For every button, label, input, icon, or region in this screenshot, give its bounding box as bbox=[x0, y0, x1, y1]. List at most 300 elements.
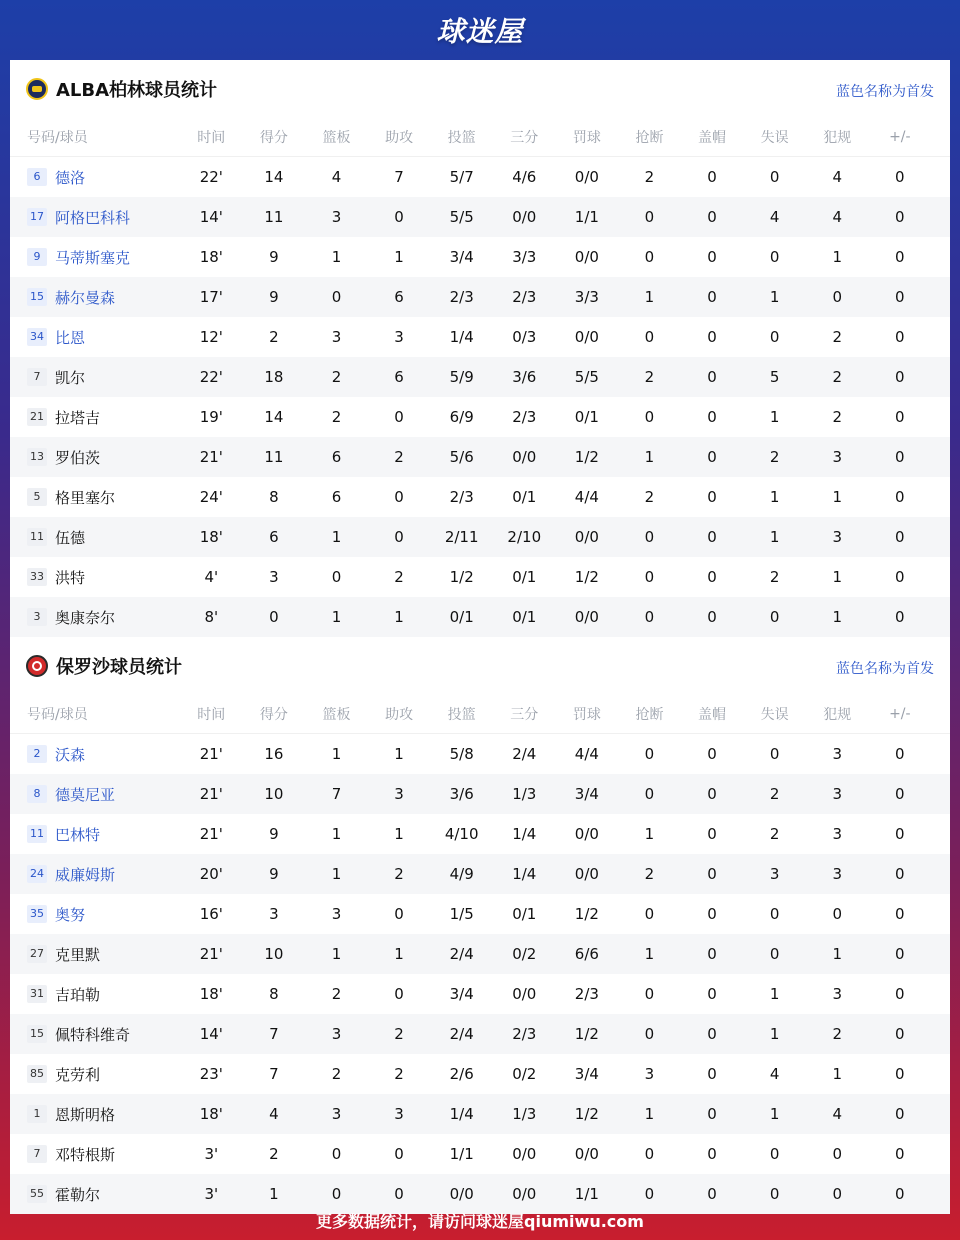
team-section-header bbox=[10, 637, 950, 695]
stat-cell: 0 bbox=[644, 1025, 655, 1043]
stat-cell: 18' bbox=[199, 528, 223, 546]
stat-cell: 11 bbox=[264, 448, 284, 466]
stat-cell: 6 bbox=[331, 488, 342, 506]
stat-cell: 0 bbox=[895, 488, 905, 506]
stat-cell: 0 bbox=[331, 288, 342, 306]
stat-cell: 1 bbox=[394, 945, 404, 963]
stat-cell: 9 bbox=[269, 248, 279, 266]
stat-cell: 0/2 bbox=[512, 1065, 537, 1083]
player-name[interactable]: 罗伯茨 bbox=[55, 448, 101, 467]
stat-cell: 2/10 bbox=[507, 528, 542, 546]
stat-cell: 0 bbox=[394, 1185, 404, 1203]
stat-cell: 3 bbox=[832, 825, 842, 843]
stat-cell: 1 bbox=[832, 608, 842, 626]
stat-cell: 3 bbox=[269, 905, 279, 923]
stat-cell: 0 bbox=[644, 985, 655, 1003]
player-row[interactable] bbox=[10, 317, 950, 357]
stat-cell: 11 bbox=[264, 208, 284, 226]
stat-cell: 1 bbox=[832, 1065, 842, 1083]
stat-cell: 0 bbox=[707, 288, 717, 306]
stat-cell: 3 bbox=[394, 1105, 404, 1123]
player-row[interactable] bbox=[10, 814, 950, 854]
stat-cell: 6/9 bbox=[449, 408, 474, 426]
stat-cell: 17' bbox=[199, 288, 223, 306]
column-header: 抢断 bbox=[635, 707, 664, 723]
stat-cell: 5/9 bbox=[449, 368, 474, 386]
player-name[interactable]: 洪特 bbox=[55, 568, 86, 587]
stat-cell: 0 bbox=[707, 1105, 717, 1123]
stat-cell: 0/1 bbox=[512, 488, 537, 506]
stat-cell: 2 bbox=[394, 865, 404, 883]
stats-card bbox=[10, 60, 950, 1204]
jersey-number: 85 bbox=[27, 1065, 47, 1083]
stat-cell: 0 bbox=[895, 745, 905, 763]
stat-cell: 1 bbox=[394, 825, 404, 843]
player-row[interactable] bbox=[10, 477, 950, 517]
stat-cell: 0 bbox=[707, 945, 717, 963]
column-header: 罚球 bbox=[572, 130, 601, 146]
player-name[interactable]: 比恩 bbox=[55, 328, 86, 347]
stat-cell: 2 bbox=[769, 825, 780, 843]
player-row[interactable] bbox=[10, 734, 950, 774]
stat-cell: 3' bbox=[204, 1145, 219, 1163]
stat-cell: 0 bbox=[707, 1145, 717, 1163]
jersey-number: 55 bbox=[27, 1185, 47, 1203]
stat-cell: 0 bbox=[644, 408, 655, 426]
stat-cell: 2/3 bbox=[449, 488, 474, 506]
stat-cell: 1/4 bbox=[449, 1105, 474, 1123]
stat-cell: 3/4 bbox=[449, 248, 474, 266]
stat-cell: 1 bbox=[331, 865, 342, 883]
stat-cell: 23' bbox=[199, 1065, 223, 1083]
stat-cell: 1 bbox=[331, 825, 342, 843]
jersey-number: 27 bbox=[27, 945, 47, 963]
stat-cell: 21' bbox=[199, 825, 223, 843]
stat-cell: 0 bbox=[895, 865, 905, 883]
stat-cell: 0 bbox=[644, 1185, 655, 1203]
stat-cell: 0 bbox=[895, 608, 905, 626]
stat-cell: 3 bbox=[331, 328, 342, 346]
stat-cell: 8' bbox=[204, 608, 219, 626]
footer-text: 更多数据统计，请访问球迷屋qiumiwu.com bbox=[316, 1211, 644, 1231]
player-name[interactable]: 霍勒尔 bbox=[55, 1185, 101, 1204]
player-cell bbox=[10, 1024, 180, 1045]
stat-cell: 8 bbox=[269, 985, 279, 1003]
stat-cell: 0 bbox=[769, 905, 780, 923]
stat-cell: 2 bbox=[331, 1065, 342, 1083]
stat-cell: 0 bbox=[895, 905, 905, 923]
stat-cell: 0 bbox=[644, 745, 655, 763]
player-name[interactable]: 邓特根斯 bbox=[55, 1145, 116, 1164]
stat-cell: 3/4 bbox=[574, 785, 599, 803]
player-name[interactable]: 阿格巴科科 bbox=[55, 208, 131, 227]
player-name[interactable]: 奥康奈尔 bbox=[55, 608, 116, 627]
stat-cell: 14 bbox=[264, 408, 284, 426]
footer-banner[interactable] bbox=[0, 1200, 960, 1240]
player-cell bbox=[10, 864, 180, 885]
stat-cell: 1 bbox=[832, 568, 842, 586]
column-header: 盖帽 bbox=[698, 130, 727, 146]
player-row[interactable] bbox=[10, 397, 950, 437]
stat-cell: 0/0 bbox=[512, 208, 537, 226]
column-header: 助攻 bbox=[385, 707, 414, 723]
stat-cell: 10 bbox=[264, 785, 284, 803]
stat-cell: 2 bbox=[331, 985, 342, 1003]
jersey-number: 34 bbox=[27, 328, 47, 346]
stat-cell: 3 bbox=[832, 448, 842, 466]
stat-cell: 4/6 bbox=[512, 168, 537, 186]
stat-cell: 6 bbox=[269, 528, 279, 546]
stat-cell: 0 bbox=[707, 745, 717, 763]
stat-cell: 8 bbox=[269, 488, 279, 506]
column-header: +/- bbox=[889, 706, 911, 722]
paulo-logo-icon bbox=[26, 655, 48, 677]
stat-cell: 16 bbox=[264, 745, 284, 763]
column-header: 三分 bbox=[510, 130, 539, 146]
column-header: 篮板 bbox=[322, 707, 351, 723]
stat-cell: 2 bbox=[832, 368, 842, 386]
stat-cell: 6 bbox=[394, 368, 404, 386]
stat-cell: 1 bbox=[644, 1105, 655, 1123]
stat-cell: 1 bbox=[644, 448, 655, 466]
jersey-number: 35 bbox=[27, 905, 47, 923]
player-row[interactable] bbox=[10, 854, 950, 894]
column-header-row bbox=[10, 118, 950, 157]
stat-cell: 0 bbox=[832, 1145, 842, 1163]
player-row[interactable] bbox=[10, 894, 950, 934]
player-row[interactable] bbox=[10, 517, 950, 557]
stat-cell: 4' bbox=[204, 568, 219, 586]
stat-cell: 3/4 bbox=[449, 985, 474, 1003]
player-cell bbox=[10, 487, 180, 508]
stat-cell: 0 bbox=[707, 1065, 717, 1083]
stat-cell: 0 bbox=[895, 1065, 905, 1083]
stat-cell: 2 bbox=[769, 568, 780, 586]
player-row[interactable] bbox=[10, 357, 950, 397]
stat-cell: 1 bbox=[769, 1105, 780, 1123]
player-name[interactable]: 克里默 bbox=[55, 945, 101, 964]
player-row[interactable] bbox=[10, 437, 950, 477]
stat-cell: 3 bbox=[832, 745, 842, 763]
stat-cell: 1 bbox=[769, 408, 780, 426]
stat-cell: 21' bbox=[199, 745, 223, 763]
player-row[interactable] bbox=[10, 237, 950, 277]
column-header: 三分 bbox=[510, 707, 539, 723]
stat-cell: 0 bbox=[707, 568, 717, 586]
stat-cell: 0/1 bbox=[512, 905, 537, 923]
stat-cell: 0 bbox=[832, 1185, 842, 1203]
player-cell bbox=[10, 744, 180, 765]
stat-cell: 2 bbox=[769, 448, 780, 466]
column-header: +/- bbox=[889, 129, 911, 145]
stat-cell: 0 bbox=[707, 865, 717, 883]
player-row[interactable] bbox=[10, 934, 950, 974]
player-cell bbox=[10, 407, 180, 428]
stat-cell: 4 bbox=[832, 168, 842, 186]
stat-cell: 19' bbox=[199, 408, 223, 426]
player-row[interactable] bbox=[10, 597, 950, 637]
player-name[interactable]: 赫尔曼森 bbox=[55, 288, 116, 307]
stat-cell: 2 bbox=[769, 785, 780, 803]
stat-cell: 1/1 bbox=[574, 208, 599, 226]
stat-cell: 3 bbox=[644, 1065, 655, 1083]
stat-cell: 0 bbox=[394, 528, 404, 546]
stat-cell: 0 bbox=[769, 745, 780, 763]
jersey-number: 31 bbox=[27, 985, 47, 1003]
stat-cell: 6/6 bbox=[574, 945, 599, 963]
stat-cell: 3 bbox=[394, 785, 404, 803]
jersey-number: 13 bbox=[27, 448, 47, 466]
stat-cell: 0 bbox=[707, 528, 717, 546]
team-section-header bbox=[10, 60, 950, 118]
stat-cell: 1 bbox=[331, 528, 342, 546]
column-header: 失误 bbox=[760, 707, 789, 723]
stat-cell: 1 bbox=[394, 248, 404, 266]
stat-cell: 9 bbox=[269, 825, 279, 843]
player-row[interactable] bbox=[10, 1094, 950, 1134]
stat-cell: 14' bbox=[199, 1025, 223, 1043]
player-name[interactable]: 恩斯明格 bbox=[55, 1105, 116, 1124]
stat-cell: 0 bbox=[394, 905, 404, 923]
jersey-number: 7 bbox=[27, 1145, 47, 1163]
stat-cell: 1 bbox=[331, 608, 342, 626]
stat-cell: 0 bbox=[644, 248, 655, 266]
stat-cell: 22' bbox=[199, 168, 223, 186]
player-name[interactable]: 格里塞尔 bbox=[55, 488, 116, 507]
column-header: 号码/球员 bbox=[27, 130, 88, 146]
player-name[interactable]: 巴林特 bbox=[55, 825, 101, 844]
stat-cell: 3 bbox=[832, 985, 842, 1003]
player-cell bbox=[10, 1104, 180, 1125]
stat-cell: 3/3 bbox=[574, 288, 599, 306]
stat-cell: 2/6 bbox=[449, 1065, 474, 1083]
stat-cell: 6 bbox=[394, 288, 404, 306]
stat-cell: 0/0 bbox=[512, 1185, 537, 1203]
stat-cell: 1 bbox=[394, 745, 404, 763]
stat-cell: 1/2 bbox=[574, 1025, 599, 1043]
stat-cell: 2/4 bbox=[449, 945, 474, 963]
stat-cell: 3' bbox=[204, 1185, 219, 1203]
alba-logo-icon bbox=[26, 78, 48, 100]
player-name[interactable]: 沃森 bbox=[55, 745, 86, 764]
player-name[interactable]: 拉塔吉 bbox=[55, 408, 101, 427]
stat-cell: 14 bbox=[264, 168, 284, 186]
stat-cell: 4 bbox=[832, 1105, 842, 1123]
stat-cell: 0 bbox=[769, 1145, 780, 1163]
player-name[interactable]: 佩特科维奇 bbox=[55, 1025, 131, 1044]
stat-cell: 3 bbox=[832, 785, 842, 803]
stat-cell: 16' bbox=[199, 905, 223, 923]
stat-cell: 0/0 bbox=[512, 1145, 537, 1163]
player-row[interactable] bbox=[10, 1014, 950, 1054]
player-cell bbox=[10, 527, 180, 548]
stat-cell: 1 bbox=[769, 488, 780, 506]
player-cell bbox=[10, 984, 180, 1005]
stat-cell: 0/0 bbox=[574, 608, 599, 626]
player-name[interactable]: 伍德 bbox=[55, 528, 86, 547]
stat-cell: 1/2 bbox=[574, 1105, 599, 1123]
stat-cell: 21' bbox=[199, 448, 223, 466]
stat-cell: 12' bbox=[199, 328, 223, 346]
stat-cell: 0/0 bbox=[512, 448, 537, 466]
stat-cell: 0 bbox=[707, 985, 717, 1003]
player-cell bbox=[10, 784, 180, 805]
stat-cell: 2 bbox=[331, 408, 342, 426]
player-row[interactable] bbox=[10, 277, 950, 317]
stat-cell: 2 bbox=[644, 865, 655, 883]
column-header: 时间 bbox=[197, 707, 226, 723]
column-header: 抢断 bbox=[635, 130, 664, 146]
stat-cell: 4/9 bbox=[449, 865, 474, 883]
stat-cell: 5/5 bbox=[574, 368, 599, 386]
player-row[interactable] bbox=[10, 1054, 950, 1094]
stat-cell: 2 bbox=[394, 568, 404, 586]
stat-cell: 0 bbox=[895, 528, 905, 546]
stat-cell: 4 bbox=[832, 208, 842, 226]
jersey-number: 33 bbox=[27, 568, 47, 586]
player-name[interactable]: 吉珀勒 bbox=[55, 985, 101, 1004]
stat-cell: 2 bbox=[394, 1065, 404, 1083]
player-name[interactable]: 奥努 bbox=[55, 905, 86, 924]
stat-cell: 1/4 bbox=[512, 825, 537, 843]
player-cell bbox=[10, 447, 180, 468]
stat-cell: 0 bbox=[895, 1025, 905, 1043]
player-row[interactable] bbox=[10, 557, 950, 597]
top-bar bbox=[0, 0, 960, 60]
stat-cell: 1/4 bbox=[512, 865, 537, 883]
player-name[interactable]: 克劳利 bbox=[55, 1065, 101, 1084]
player-cell bbox=[10, 287, 180, 308]
stat-cell: 18 bbox=[264, 368, 284, 386]
column-header: 犯规 bbox=[823, 707, 852, 723]
stat-cell: 2/11 bbox=[444, 528, 479, 546]
stat-cell: 1 bbox=[644, 945, 655, 963]
stat-cell: 0 bbox=[895, 168, 905, 186]
stat-cell: 4 bbox=[769, 1065, 780, 1083]
jersey-number: 3 bbox=[27, 608, 47, 626]
player-name[interactable]: 凯尔 bbox=[55, 368, 86, 387]
player-row[interactable] bbox=[10, 157, 950, 197]
jersey-number: 11 bbox=[27, 825, 47, 843]
column-header: 犯规 bbox=[823, 130, 852, 146]
player-name[interactable]: 威廉姆斯 bbox=[55, 865, 116, 884]
player-name[interactable]: 德莫尼亚 bbox=[55, 785, 116, 804]
stat-cell: 7 bbox=[269, 1065, 279, 1083]
stat-cell: 0 bbox=[832, 288, 842, 306]
stat-cell: 1/3 bbox=[512, 785, 537, 803]
player-name[interactable]: 马蒂斯塞克 bbox=[55, 248, 131, 267]
stat-cell: 1 bbox=[394, 608, 404, 626]
stat-cell: 1/1 bbox=[574, 1185, 599, 1203]
stat-cell: 0/0 bbox=[574, 248, 599, 266]
stat-cell: 0 bbox=[707, 785, 717, 803]
stat-cell: 0 bbox=[769, 328, 780, 346]
stat-cell: 2/3 bbox=[512, 408, 537, 426]
stat-cell: 0 bbox=[895, 328, 905, 346]
stat-cell: 0 bbox=[707, 368, 717, 386]
stat-cell: 24' bbox=[199, 488, 223, 506]
column-header: 失误 bbox=[760, 130, 789, 146]
player-cell bbox=[10, 1144, 180, 1165]
player-row[interactable] bbox=[10, 197, 950, 237]
stat-cell: 5 bbox=[769, 368, 780, 386]
stat-cell: 21' bbox=[199, 785, 223, 803]
player-cell bbox=[10, 944, 180, 965]
stat-cell: 9 bbox=[269, 865, 279, 883]
stat-cell: 1 bbox=[832, 248, 842, 266]
stat-cell: 18' bbox=[199, 1105, 223, 1123]
stat-cell: 0 bbox=[895, 248, 905, 266]
stat-cell: 0 bbox=[769, 1185, 780, 1203]
player-cell bbox=[10, 904, 180, 925]
column-header: 投篮 bbox=[447, 130, 476, 146]
column-header: 得分 bbox=[259, 130, 288, 146]
stat-cell: 0 bbox=[895, 208, 905, 226]
stat-cell: 3/6 bbox=[449, 785, 474, 803]
stat-cell: 0 bbox=[644, 905, 655, 923]
column-header: 时间 bbox=[197, 130, 226, 146]
stat-cell: 3 bbox=[331, 1105, 342, 1123]
stat-cell: 0/0 bbox=[574, 528, 599, 546]
column-header: 助攻 bbox=[385, 130, 414, 146]
jersey-number: 6 bbox=[27, 168, 47, 186]
stat-cell: 4/4 bbox=[574, 488, 599, 506]
player-row[interactable] bbox=[10, 774, 950, 814]
stat-cell: 2 bbox=[832, 1025, 842, 1043]
stat-cell: 0 bbox=[707, 1025, 717, 1043]
player-cell bbox=[10, 207, 180, 228]
stat-cell: 3 bbox=[394, 328, 404, 346]
stat-cell: 5/5 bbox=[449, 208, 474, 226]
jersey-number: 15 bbox=[27, 1025, 47, 1043]
stat-cell: 0 bbox=[769, 248, 780, 266]
player-cell bbox=[10, 327, 180, 348]
stat-cell: 3/3 bbox=[512, 248, 537, 266]
stat-cell: 1 bbox=[644, 825, 655, 843]
team-title: ALBA柏林球员统计 bbox=[56, 80, 218, 101]
column-header: 篮板 bbox=[322, 130, 351, 146]
stat-cell: 2/3 bbox=[449, 288, 474, 306]
stat-cell: 5/6 bbox=[449, 448, 474, 466]
stat-cell: 5/8 bbox=[449, 745, 474, 763]
stat-cell: 1/4 bbox=[449, 328, 474, 346]
column-header: 罚球 bbox=[572, 707, 601, 723]
stat-cell: 0 bbox=[644, 568, 655, 586]
stat-cell: 6 bbox=[331, 448, 342, 466]
stat-cell: 2/3 bbox=[512, 1025, 537, 1043]
player-name[interactable]: 德洛 bbox=[55, 168, 86, 187]
stat-cell: 0 bbox=[644, 328, 655, 346]
stat-cell: 2/4 bbox=[512, 745, 537, 763]
stat-cell: 0/0 bbox=[449, 1185, 474, 1203]
stat-cell: 0 bbox=[895, 368, 905, 386]
stat-cell: 3/4 bbox=[574, 1065, 599, 1083]
stat-cell: 2 bbox=[644, 368, 655, 386]
stat-cell: 0 bbox=[394, 488, 404, 506]
stat-cell: 1/2 bbox=[574, 448, 599, 466]
player-row[interactable] bbox=[10, 1134, 950, 1174]
stat-cell: 0 bbox=[895, 1105, 905, 1123]
stat-cell: 0 bbox=[331, 568, 342, 586]
stat-cell: 1/5 bbox=[449, 905, 474, 923]
stat-cell: 10 bbox=[264, 945, 284, 963]
stat-cell: 0 bbox=[269, 608, 279, 626]
player-row[interactable] bbox=[10, 974, 950, 1014]
stat-cell: 0 bbox=[895, 568, 905, 586]
stat-cell: 0 bbox=[331, 1145, 342, 1163]
stat-cell: 3 bbox=[269, 568, 279, 586]
stat-cell: 0 bbox=[707, 905, 717, 923]
